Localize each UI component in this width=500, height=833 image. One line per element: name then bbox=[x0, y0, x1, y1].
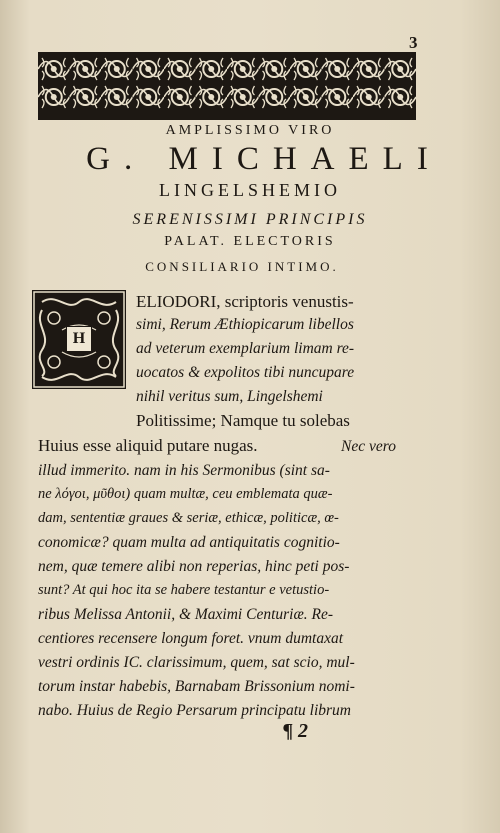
dedication-line-6: CONSILIARIO INTIMO. bbox=[145, 259, 339, 274]
initial-letter: H bbox=[66, 326, 92, 352]
body-line: conomicæ? quam multa ad antiquitatis cognitio- bbox=[38, 534, 340, 551]
body-line: ELIODORI, scriptoris venustis- bbox=[136, 292, 354, 311]
ornamental-headpiece-icon bbox=[38, 52, 416, 120]
body-line: uocatos & expolitos tibi nuncupare bbox=[136, 364, 355, 381]
body-line: ne λόγοι, μῦθοι) quam multæ, ceu emblemata quæ- bbox=[38, 486, 333, 502]
body-line: torum instar habebis, Barnabam Brissonium nomi- bbox=[38, 678, 355, 695]
body-line: sunt? At qui hoc ita se habere testantur e vetustio- bbox=[38, 582, 330, 598]
dedication-line-1: AMPLISSIMO VIRO bbox=[165, 123, 335, 138]
body-line: dam, sententiæ graues & seriæ, ethicæ, politicæ, œ- bbox=[38, 510, 339, 526]
dedication-line-5: PALAT. ELECTORIS bbox=[164, 234, 336, 249]
signature-mark: ¶ 2 bbox=[283, 720, 308, 742]
decorated-initial-icon bbox=[32, 290, 126, 389]
dedicatee-name: G. MICHAELI bbox=[86, 141, 442, 177]
body-line: centiores recensere longum foret. vnum dumtaxat bbox=[38, 630, 344, 647]
dedication-line-4: SERENISSIMI PRINCIPIS bbox=[132, 211, 368, 228]
dedicatee-surname: LINGELSHEMIO bbox=[159, 180, 341, 200]
body-line: ribus Melissa Antonii, & Maximi Centuriæ. Re- bbox=[38, 606, 334, 623]
body-line: simi, Rerum Æthiopicarum libellos bbox=[136, 316, 354, 333]
body-line: nem, quæ temere alibi non reperias, hinc peti pos- bbox=[38, 558, 350, 575]
body-line: Nec vero bbox=[341, 438, 396, 455]
body-line: nihil veritus sum, Lingelshemi bbox=[136, 388, 323, 405]
body-line: vestri ordinis IC. clarissimum, quem, sat scio, mul- bbox=[38, 654, 355, 671]
body-line: Politissime; Namque tu solebas bbox=[136, 411, 350, 430]
body-line: illud immerito. nam in his Sermonibus (sint sa- bbox=[38, 462, 330, 479]
body-line: nabo. Huius de Regio Persarum principatu librum bbox=[38, 702, 351, 719]
body-line: Huius esse aliquid putare nugas. bbox=[38, 436, 258, 455]
page-number: 3 bbox=[409, 33, 418, 52]
body-line: ad veterum exemplarium limam re- bbox=[136, 340, 355, 357]
